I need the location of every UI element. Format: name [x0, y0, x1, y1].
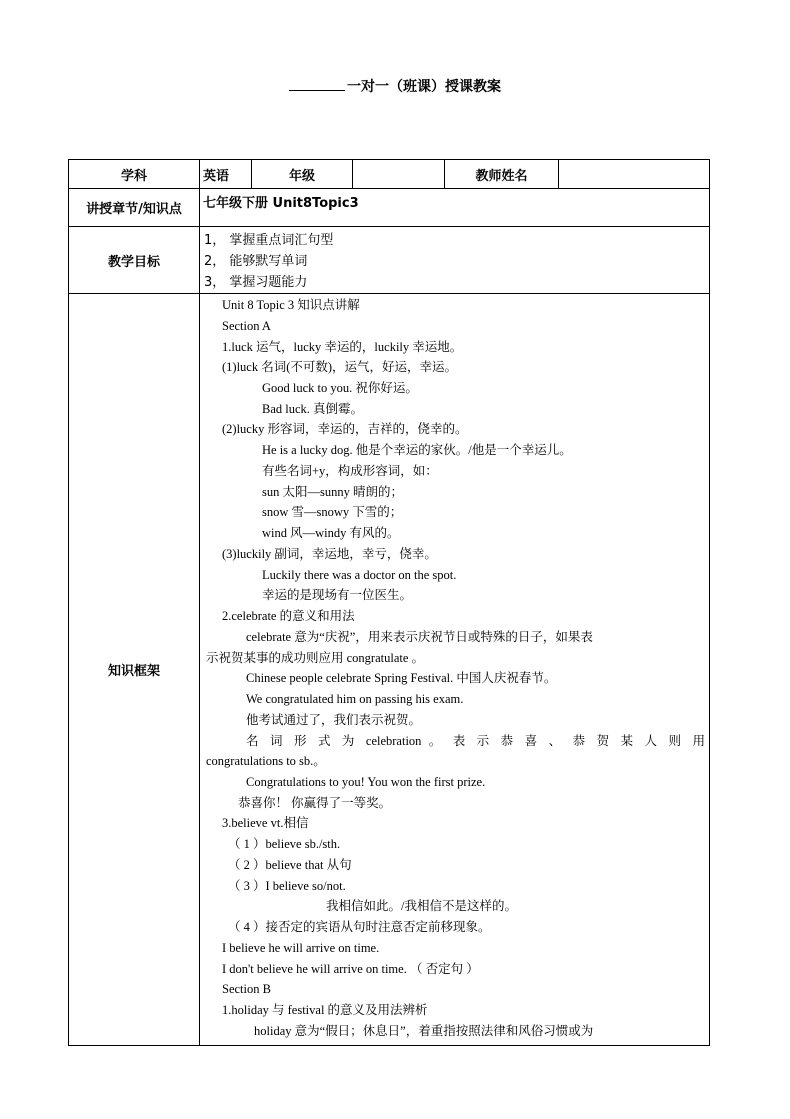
content-line: Unit 8 Topic 3 知识点讲解 — [222, 298, 360, 312]
subject-value: 英语 — [200, 160, 252, 189]
content-line: 1.luck 运气，lucky 幸运的，luckily 幸运地。 — [222, 340, 463, 354]
teacher-value — [559, 160, 710, 189]
goals-label: 教学目标 — [69, 227, 200, 294]
framework-label: 知识框架 — [69, 294, 200, 1046]
content-line: Chinese people celebrate Spring Festival. 中国人庆祝春节。 — [246, 671, 557, 685]
page-title-text: 一对一（班课）授课教案 — [347, 79, 501, 95]
content-line: snow 雪—snowy 下雪的； — [262, 505, 403, 519]
content-line: celebrate 意为“庆祝”，用来表示庆祝节日或特殊的日子，如果表 — [246, 630, 593, 644]
content-line: Section B — [222, 982, 271, 996]
chapter-value: 七年级下册 Unit8Topic3 — [200, 189, 710, 227]
content-line: Section A — [222, 319, 271, 333]
content-line: （ 2 ）believe that 从句 — [228, 858, 352, 872]
grade-value — [353, 160, 445, 189]
goals-row — [69, 227, 710, 294]
subject-label: 学科 — [69, 160, 200, 189]
content-line: Congratulations to you! You won the first prize. — [246, 775, 486, 789]
content-line: 名 词 形 式 为 celebration 。 表 示 恭 喜 、 恭 贺 某 人 则 用 — [246, 734, 705, 748]
lesson-plan-table — [68, 159, 710, 1046]
content-line: (2)lucky 形容词，幸运的，吉祥的，侥幸的。 — [222, 422, 468, 436]
content-line: We congratulated him on passing his exam. — [246, 692, 464, 706]
content-line: 1.holiday 与 festival 的意义及用法辨析 — [222, 1003, 428, 1017]
content-line: Bad luck. 真倒霉。 — [262, 402, 364, 416]
content-line: Good luck to you. 祝你好运。 — [262, 381, 418, 395]
content-line: congratulations to sb.。 — [206, 754, 326, 768]
content-line: （ 1 ）believe sb./sth. — [228, 837, 341, 851]
content-line: 3.believe vt.相信 — [222, 816, 309, 830]
content-body — [200, 294, 709, 1045]
teacher-label: 教师姓名 — [445, 160, 559, 189]
content-line: 他考试通过了，我们表示祝贺。 — [246, 713, 422, 727]
content-line: He is a lucky dog. 他是个幸运的家伙。/他是一个幸运儿。 — [262, 443, 572, 457]
content-line: （ 4 ）接否定的宾语从句时注意否定前移现象。 — [228, 920, 491, 934]
goal-item: 1， 掌握重点词汇句型 — [204, 233, 334, 248]
grade-label: 年级 — [252, 160, 353, 189]
framework-row — [69, 294, 710, 1046]
page-title — [0, 76, 790, 96]
content-line: 幸运的是现场有一位医生。 — [262, 588, 413, 602]
content-line: (3)luckily 副词，幸运地，幸亏，侥幸。 — [222, 547, 437, 561]
content-line: (1)luck 名词(不可数)，运气，好运，幸运。 — [222, 360, 458, 374]
content-line: wind 风—windy 有风的。 — [262, 526, 400, 540]
goals-list — [200, 227, 710, 294]
content-line: 示祝贺某事的成功则应用 congratulate 。 — [206, 651, 425, 665]
content-line: holiday 意为“假日；休息日”，着重指按照法律和风俗习惯或为 — [254, 1024, 594, 1038]
goal-item: 2， 能够默写单词 — [204, 254, 308, 269]
content-line: Luckily there was a doctor on the spot. — [262, 568, 457, 582]
info-row — [69, 160, 710, 189]
chapter-row — [69, 189, 710, 227]
content-line: I believe he will arrive on time. — [222, 941, 380, 955]
content-line: 2.celebrate 的意义和用法 — [222, 609, 355, 623]
name-blank — [289, 78, 345, 91]
content-line: I don't believe he will arrive on time. （ 否定句 ） — [222, 962, 479, 976]
content-line: sun 太阳—sunny 晴朗的； — [262, 485, 403, 499]
framework-content — [200, 294, 710, 1046]
goal-item: 3， 掌握习题能力 — [204, 275, 308, 290]
content-line: （ 3 ）I believe so/not. — [228, 879, 346, 893]
content-line: 恭喜你！ 你赢得了一等奖。 — [238, 796, 392, 810]
chapter-label: 讲授章节/知识点 — [69, 189, 200, 227]
content-line: 我相信如此。/我相信不是这样的。 — [326, 899, 517, 913]
content-line: 有些名词+y，构成形容词，如： — [262, 464, 438, 478]
